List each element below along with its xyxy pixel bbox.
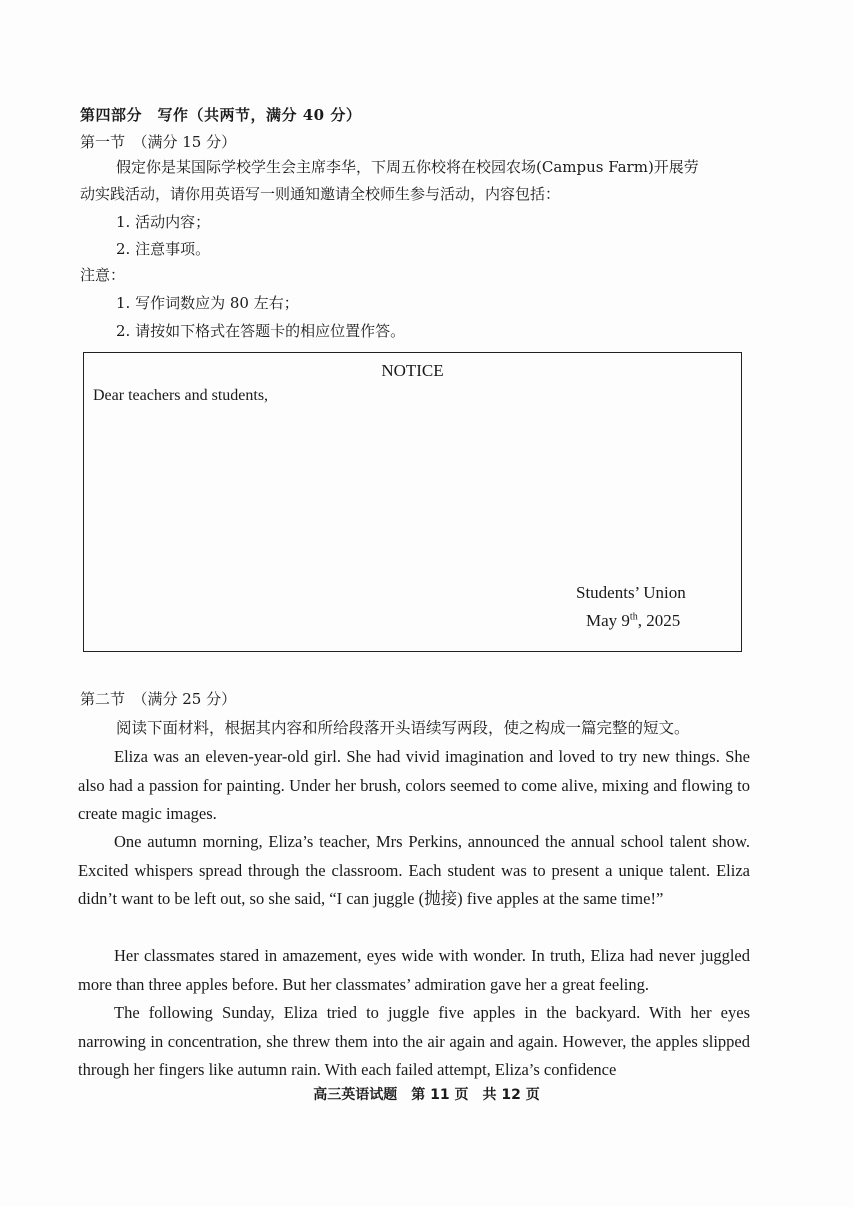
section1-item-1: 1. 活动内容； [116, 213, 211, 231]
page-footer: 高三英语试题 第 11 页 共 12 页 [313, 1087, 540, 1103]
section1-item-2: 2. 注意事项。 [116, 240, 211, 258]
notice-signature: Students’ Union [576, 583, 686, 602]
story-paragraph-4: The following Sunday, Eliza tried to juggle five apples in the backyard. With her eyes narrowing in concentration, she threw them into the air again and again. However, the apples slipped through her fingers like autumn rain. With each failed attempt, Eliza’s confidence [78, 1003, 750, 1079]
section1-heading: 第一节 （满分 15 分） [80, 133, 237, 151]
note-label: 注意： [80, 266, 126, 284]
story-paragraph-3: Her classmates stared in amazement, eyes wide with wonder. In truth, Eliza had never juggled more than three apples before. But her classmates’ admiration gave her a great feeling. [78, 946, 750, 994]
notice-date-suffix: , 2025 [637, 611, 681, 630]
section2-heading: 第二节 （满分 25 分） [80, 690, 237, 708]
section2-instruction: 阅读下面材料，根据其内容和所给段落开头语续写两段，使之构成一篇完整的短文。 [116, 719, 690, 737]
notice-greeting: Dear teachers and students, [93, 387, 269, 404]
notice-answer-box [83, 352, 742, 652]
note-2: 2. 请按如下格式在答题卡的相应位置作答。 [116, 322, 406, 340]
story-paragraph-1: Eliza was an eleven-year-old girl. She had vivid imagination and loved to try new things. She also had a passion for painting. Under her brush, colors seemed to come alive, mixing and flowing to create magic images. [78, 747, 750, 823]
notice-title: NOTICE [381, 361, 444, 380]
section1-prompt-line1: 假定你是某国际学校学生会主席李华，下周五你校将在校园农场(Campus Farm)开展劳 [116, 158, 699, 176]
notice-date-prefix: May 9 [586, 611, 630, 630]
notice-date-sup: th [629, 611, 638, 623]
story-paragraph-2: One autumn morning, Eliza’s teacher, Mrs Perkins, announced the annual school talent show. Excited whispers spread through the classroom. Each student was to present a unique talent. Eliza didn’t want to be left out, so she said, “I can juggle (抛接) five apples at the same time!” [78, 832, 750, 908]
section1-prompt-line2: 动实践活动，请你用英语写一则通知邀请全校师生参与活动，内容包括： [80, 185, 561, 203]
part-title: 第四部分 写作（共两节，满分 40 分） [80, 106, 362, 124]
notice-date [586, 611, 680, 631]
note-1: 1. 写作词数应为 80 左右； [116, 294, 299, 312]
